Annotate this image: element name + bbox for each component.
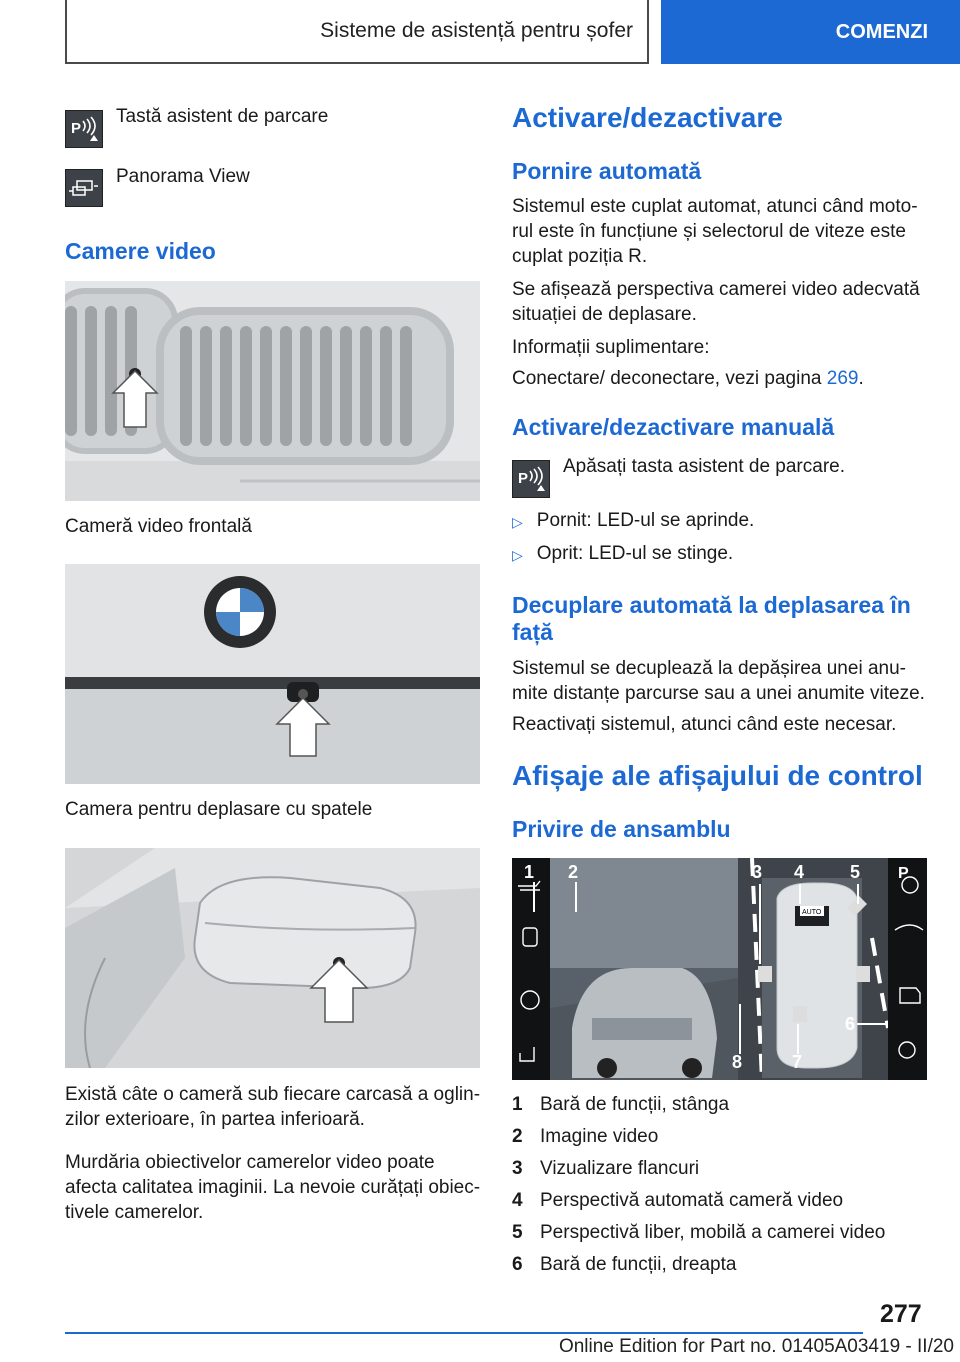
camera-video-heading: Camere video <box>65 238 216 264</box>
mirror-camera-photo <box>65 848 480 1068</box>
auto-start-heading: Pornire automată <box>512 158 702 184</box>
legend-text: Bară de funcții, dreapta <box>540 1254 737 1275</box>
connect-reference-text: Conectare/ deconectare, vezi pagina <box>512 368 827 389</box>
list-item <box>512 1222 885 1244</box>
parking-assist-icon <box>65 110 103 148</box>
screen-label-2: 2 <box>568 862 579 882</box>
press-parking-key-text: Apăsați tasta asistent de parcare. <box>563 456 845 477</box>
control-display-heading: Afișaje ale afișajului de control <box>512 760 923 791</box>
legend-text: Vizualizare flancuri <box>540 1158 700 1179</box>
legend-text: Imagine video <box>540 1126 659 1147</box>
front-camera-photo <box>65 281 480 501</box>
footer-edition: Online Edition for Part no. 01405A03419 - II/20 <box>558 1336 954 1357</box>
list-item <box>512 543 733 567</box>
legend-number: 5 <box>512 1222 523 1243</box>
auto-perspective-text-line2: situației de deplasare. <box>512 304 697 325</box>
page-269-link[interactable]: 269 <box>826 368 859 389</box>
bullet-text-off: Oprit: LED-ul se stinge. <box>536 543 734 564</box>
screen-label-3: 3 <box>752 862 763 882</box>
bullet-triangle-icon: ▷ <box>512 514 523 530</box>
rear-camera-caption: Camera pentru deplasare cu spatele <box>65 799 373 820</box>
legend-text: Bară de funcții, stânga <box>540 1094 730 1115</box>
bullet-text-on: Pornit: LED-ul se aprinde. <box>536 510 755 531</box>
page-number: 277 <box>880 1300 922 1328</box>
auto-decouple-heading-line1: Decuplare automată la deplasarea în <box>512 592 911 618</box>
list-item <box>512 1158 699 1180</box>
list-item <box>512 510 754 534</box>
footer-divider <box>65 1332 863 1334</box>
panorama-view-icon <box>65 169 103 207</box>
list-item <box>512 1254 736 1276</box>
decouple-text-line1: Sistemul se decuplează la depășirea unei anu‐ <box>512 658 906 679</box>
screen-label-6: 6 <box>845 1014 856 1034</box>
decouple-text-line2: mite distanțe parcurse sau a unei anumite viteze. <box>512 683 925 704</box>
auto-start-text-line2: rul este în funcțiune și selectorul de viteze este <box>512 221 906 242</box>
svg-text:P: P <box>898 865 909 882</box>
auto-start-text-line1: Sistemul este cuplat automat, atunci când moto‐ <box>512 196 918 217</box>
parking-assist-label: Tastă asistent de parcare <box>116 106 329 127</box>
mirror-camera-caption-line1: Există câte o cameră sub fiecare carcasă a oglin‐ <box>65 1084 481 1105</box>
control-display-screenshot <box>512 858 927 1080</box>
connect-reference <box>512 366 864 391</box>
front-camera-caption: Cameră video frontală <box>65 516 252 537</box>
header-section-title: Sisteme de asistență pentru șofer <box>65 0 649 64</box>
legend-number: 3 <box>512 1158 523 1179</box>
screen-label-1: 1 <box>524 862 535 882</box>
screen-label-7: 7 <box>792 1052 803 1072</box>
panorama-view-label: Panorama View <box>116 166 250 187</box>
additional-info-label: Informații suplimentare: <box>512 337 710 358</box>
screen-label-8: 8 <box>732 1052 743 1072</box>
svg-text:P: P <box>518 470 529 487</box>
overview-heading: Privire de ansamblu <box>512 816 731 842</box>
reactivate-text: Reactivați sistemul, atunci când este necesar. <box>512 714 897 735</box>
list-item <box>512 1190 843 1212</box>
auto-start-text-line3: cuplat poziția R. <box>512 246 648 267</box>
activation-heading: Activare/dezactivare <box>512 102 783 133</box>
list-item <box>512 1126 658 1148</box>
auto-perspective-text-line1: Se afișează perspectiva camerei video adecvată <box>512 279 920 300</box>
list-item <box>512 1094 729 1116</box>
auto-decouple-heading-line2: față <box>512 619 553 645</box>
legend-number: 6 <box>512 1254 523 1275</box>
legend-text: Perspectivă automată cameră video <box>540 1190 844 1211</box>
lens-dirt-note-line1: Murdăria obiectivelor camerelor video poate <box>65 1152 435 1173</box>
legend-text: Perspectivă liber, mobilă a camerei video <box>540 1222 886 1243</box>
rear-camera-photo <box>65 564 480 784</box>
lens-dirt-note-line2: afecta calitatea imaginii. La nevoie curățați obiec‐ <box>65 1177 481 1198</box>
lens-dirt-note-line3: tivele camerelor. <box>65 1202 204 1223</box>
svg-text:P: P <box>71 120 82 137</box>
legend-number: 4 <box>512 1190 523 1211</box>
bullet-triangle-icon: ▷ <box>512 547 523 563</box>
parking-assist-icon <box>512 460 550 498</box>
manual-activation-heading: Activare/dezactivare manuală <box>512 414 835 440</box>
screen-label-4: 4 <box>794 862 805 882</box>
connect-reference-period: . <box>858 368 864 389</box>
header-chapter-tab[interactable]: COMENZI <box>661 0 960 64</box>
legend-number: 2 <box>512 1126 523 1147</box>
mirror-camera-caption-line2: zilor exterioare, în partea inferioară. <box>65 1109 365 1130</box>
auto-badge-text: AUTO <box>802 909 822 916</box>
screen-label-5: 5 <box>850 862 861 882</box>
legend-number: 1 <box>512 1094 523 1115</box>
